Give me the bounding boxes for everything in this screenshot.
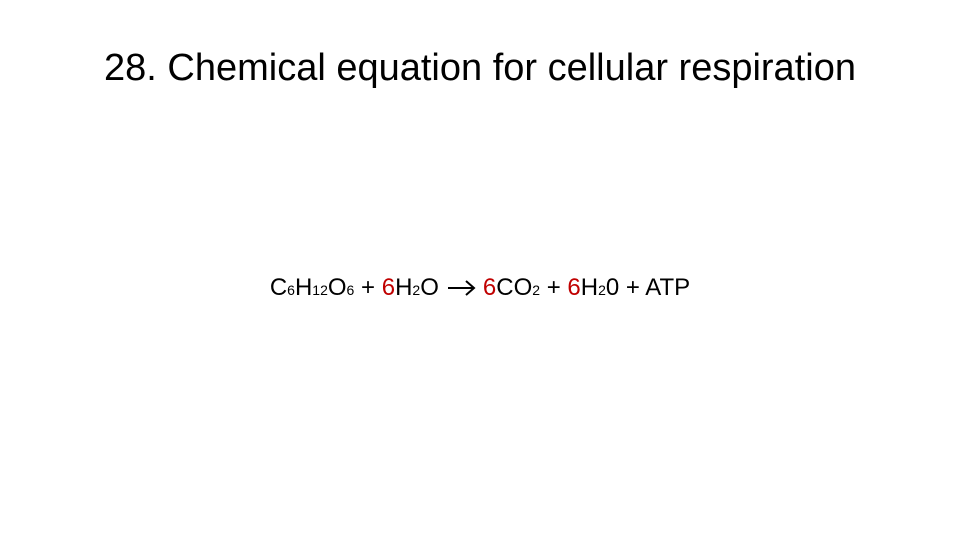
water-reactant-oxygen: O [420,274,439,301]
glucose-hydrogen: H [294,274,313,301]
water-reactant-hydrogen-subscript: 2 [412,282,421,298]
water-product-coefficient: 6 [567,274,581,301]
water-reactant-hydrogen: H [395,274,413,301]
plus-sign: + [625,274,640,301]
carbon-dioxide-subscript: 2 [532,282,541,298]
glucose-oxygen-subscript: 6 [346,282,355,298]
water-reactant [382,274,439,301]
glucose-carbon-subscript: 6 [287,282,295,298]
carbon-dioxide-formula: CO [496,274,533,301]
water-product-oxygen: 0 [605,274,620,301]
plus-sign: + [546,274,561,301]
glucose-oxygen: O [327,274,347,301]
water-reactant-coefficient: 6 [381,274,396,301]
carbon-dioxide-coefficient: 6 [482,274,497,301]
glucose-carbon: C [269,274,288,301]
respiration-equation [0,270,960,308]
water-product-hydrogen-subscript: 2 [598,282,606,298]
water-product-hydrogen: H [580,274,599,301]
carbon-dioxide-product [483,274,540,301]
plus-sign: + [361,274,376,301]
glucose-formula [270,274,355,301]
atp-product: ATP [645,274,691,301]
slide-title: 28. Chemical equation for cellular respiration [104,47,856,89]
right-arrow-icon [447,279,477,297]
glucose-hydrogen-subscript: 12 [312,282,328,298]
water-product [567,274,619,301]
